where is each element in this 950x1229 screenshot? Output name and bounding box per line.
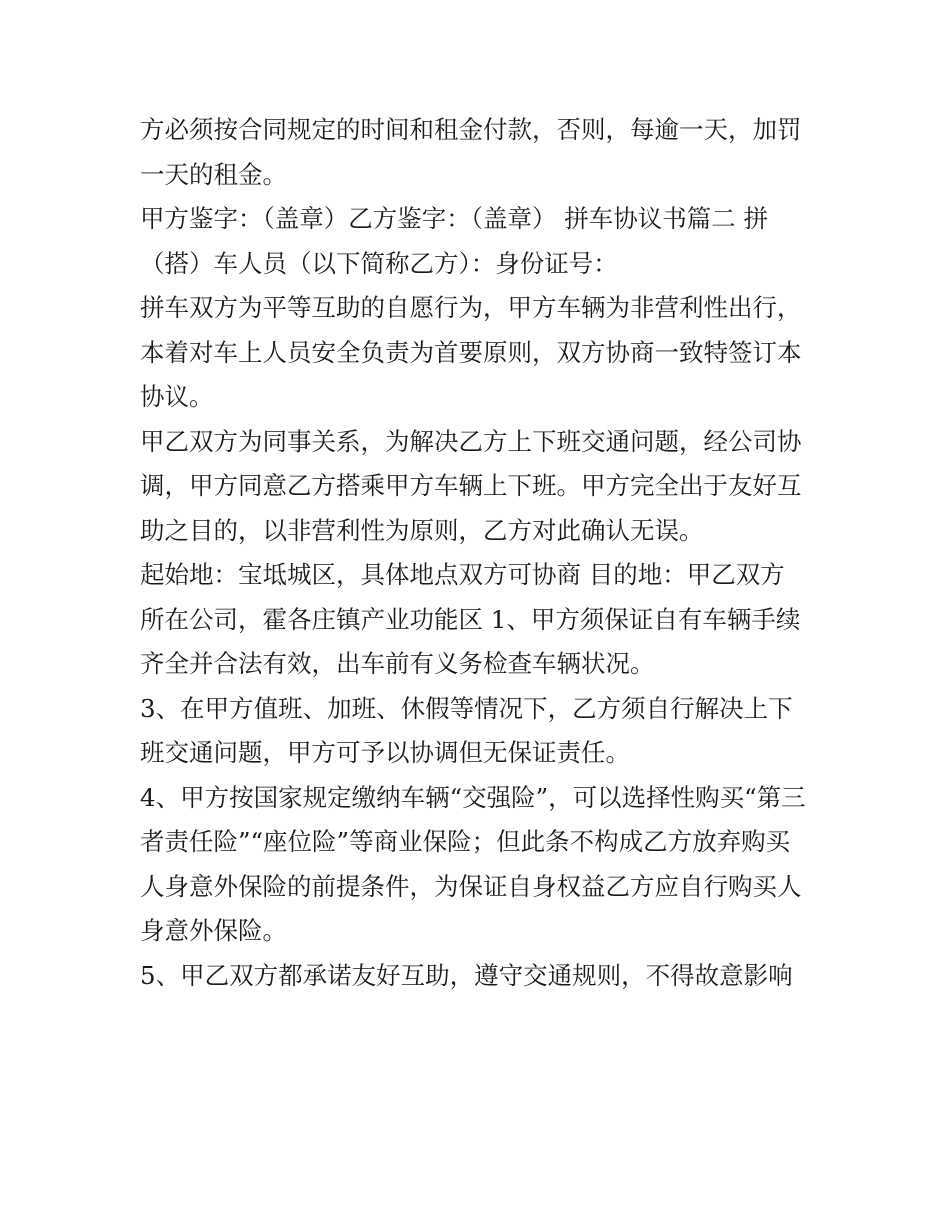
paragraph-signatures: [140, 197, 820, 286]
text-line: 甲方鉴字：（盖章）乙方鉴字：（盖章） 拼车协议书篇二 拼: [140, 204, 769, 233]
document-body: [140, 108, 820, 998]
text-line: 者责任险”“座位险”等商业保险；但此条不构成乙方放弃购买: [140, 827, 791, 856]
text-line: （搭）车人员（以下简称乙方）：身份证号：: [140, 248, 618, 278]
text-line: 拼车双方为平等互助的自愿行为，甲方车辆为非营利性出行，: [140, 293, 802, 322]
text-line: 3、在甲方值班、加班、休假等情况下，乙方须自行解决上下: [140, 693, 793, 723]
text-line: 所在公司，霍各庄镇产业功能区 1、甲方须保证自有车辆手续: [140, 604, 801, 634]
text-line: 甲乙双方为同事关系，为解决乙方上下班交通问题，经公司协: [140, 426, 802, 456]
text-line: 班交通问题，甲方可予以协调但无保证责任。: [140, 738, 630, 767]
paragraph-voluntary-carpool: [140, 286, 820, 420]
text-line: 人身意外保险的前提条件，为保证自身权益乙方应自行购买人: [140, 871, 802, 901]
text-line: 调，甲方同意乙方搭乘甲方车辆上下班。甲方完全出于友好互: [140, 471, 802, 500]
paragraph-clause-3: [140, 687, 820, 776]
text-line: 本着对车上人员安全负责为首要原则，双方协商一致特签订本: [140, 337, 802, 367]
paragraph-payment-terms: [140, 108, 820, 197]
text-line: 4、甲方按国家规定缴纳车辆“交强险”，可以选择性购买“第三: [140, 782, 806, 812]
text-line: 助之目的，以非营利性为原则，乙方对此确认无误。: [140, 515, 704, 545]
text-line: 起始地：宝坻城区，具体地点双方可协商 目的地：甲乙双方: [140, 560, 785, 589]
text-line: 协议。: [140, 382, 214, 411]
text-line: 齐全并合法有效，出车前有义务检查车辆状况。: [140, 649, 655, 678]
text-line: 一天的租金。: [140, 159, 287, 189]
paragraph-colleague-relationship: [140, 420, 820, 554]
paragraph-clause-4: [140, 776, 820, 954]
text-line: 身意外保险。: [140, 916, 287, 945]
text-line: 方必须按合同规定的时间和租金付款，否则，每逾一天，加罚: [140, 115, 802, 144]
paragraph-clause-5: [140, 954, 820, 999]
text-line: 5、甲乙双方都承诺友好互助，遵守交通规则，不得故意影响: [140, 960, 793, 990]
paragraph-route-and-clause-1: [140, 553, 820, 687]
